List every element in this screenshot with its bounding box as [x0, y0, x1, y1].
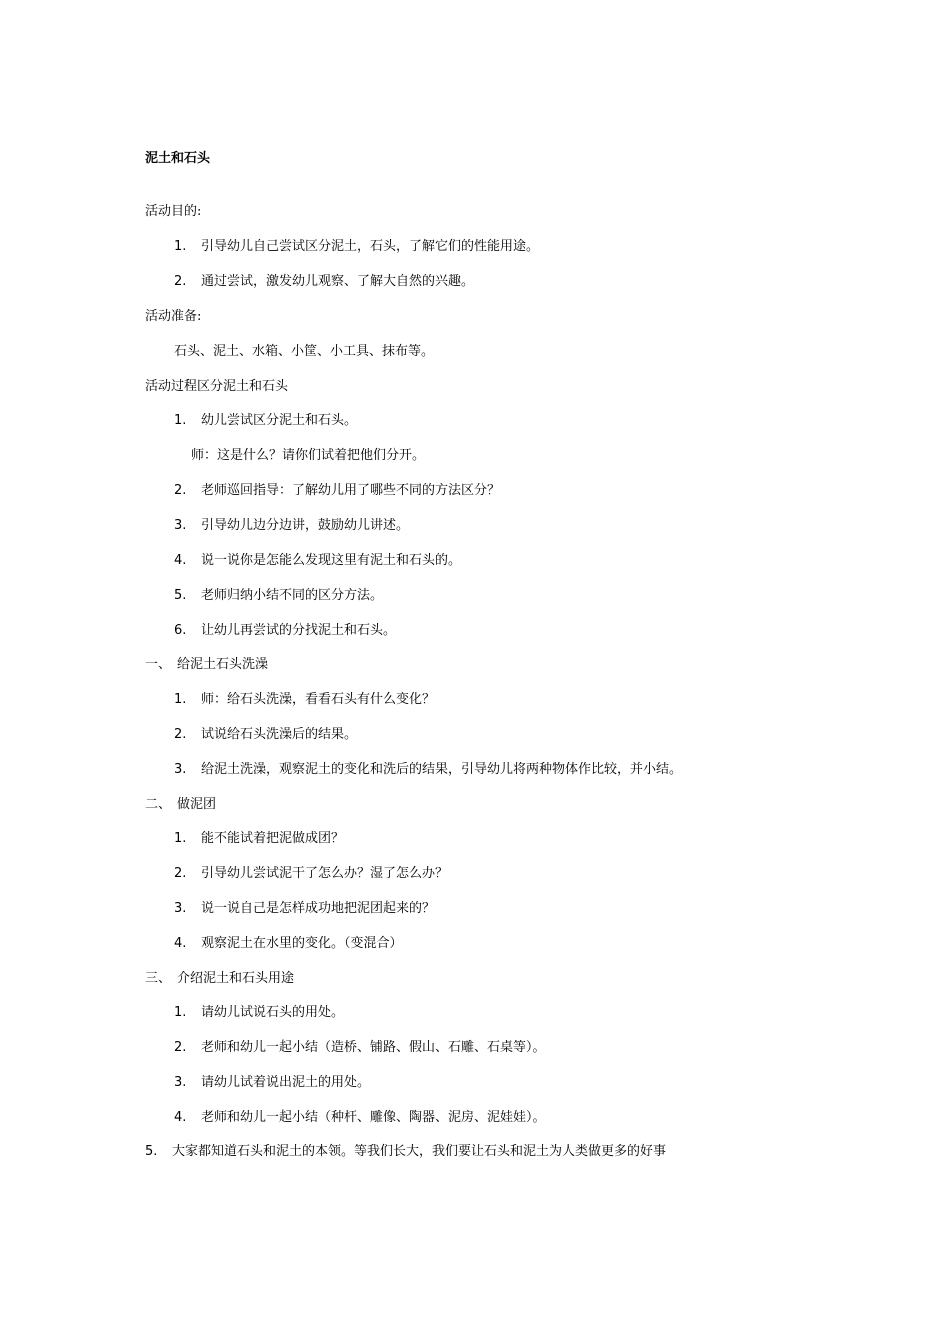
section-item: [174, 761, 682, 779]
list-item-text: 老师和幼儿一起小结（种杆、雕像、陶器、泥房、泥娃娃）。: [201, 1110, 546, 1125]
section-item: [174, 1074, 370, 1092]
section-item: [174, 1039, 546, 1057]
list-number: 5.: [174, 588, 187, 603]
process-item: [174, 587, 383, 605]
list-item-text: 让幼儿再尝试的分找泥土和石头。: [201, 623, 397, 638]
section-item: [174, 900, 435, 918]
list-item-text: 请幼儿试着说出泥土的用处。: [201, 1075, 371, 1090]
section-item: [174, 865, 448, 883]
list-item-text: 老师巡回指导：了解幼儿用了哪些不同的方法区分？: [201, 483, 501, 498]
list-item-text: 引导幼儿边分边讲，鼓励幼儿讲述。: [201, 518, 410, 533]
section-item: [174, 935, 403, 953]
section-heading: [145, 796, 216, 814]
process-item: [174, 482, 500, 500]
prep-text: 石头、泥土、水箱、小筐、小工具、抹布等。: [174, 344, 435, 359]
process-heading: 活动过程区分泥土和石头: [145, 379, 289, 394]
process-item: [174, 517, 409, 535]
document-title: 泥土和石头: [145, 151, 211, 166]
list-item-text: 大家都知道石头和泥土的本领。等我们长大，我们要让石头和泥土为人类做更多的好事: [172, 1144, 667, 1159]
list-item-text: 师：给石头洗澡，看看石头有什么变化？: [201, 692, 436, 707]
list-item-text: 试说给石头洗澡后的结果。: [201, 727, 358, 742]
list-number: 1.: [174, 692, 187, 707]
list-item-text: 幼儿尝试区分泥土和石头。: [201, 413, 358, 428]
list-item-text: 观察泥土在水里的变化。（变混合）: [201, 936, 403, 951]
section-item: [174, 691, 435, 709]
list-item-text: 通过尝试，激发幼儿观察、了解大自然的兴趣。: [201, 274, 475, 289]
section-item: [174, 1004, 344, 1022]
list-number: 2.: [174, 483, 187, 498]
list-number: 1.: [174, 239, 187, 254]
list-item-text: 老师和幼儿一起小结（造桥、铺路、假山、石雕、石桌等）。: [201, 1040, 546, 1055]
list-number: 4.: [174, 1110, 187, 1125]
section-title: 做泥团: [177, 797, 217, 812]
section-item: [174, 1109, 546, 1127]
list-number: 2.: [174, 1040, 187, 1055]
closing-item: [145, 1143, 666, 1161]
section-number: 一、: [145, 657, 172, 672]
list-number: 3.: [174, 762, 187, 777]
section-number: 三、: [145, 971, 172, 986]
process-item: [174, 622, 396, 640]
list-number: 3.: [174, 518, 187, 533]
section-title: 介绍泥土和石头用途: [177, 971, 295, 986]
list-item-text: 引导幼儿自己尝试区分泥土，石头，了解它们的性能用途。: [201, 239, 540, 254]
section-heading: [145, 970, 294, 988]
process-item-sub: 师：这是什么？请你们试着把他们分开。: [191, 448, 426, 463]
list-item-text: 老师归纳小结不同的区分方法。: [201, 588, 384, 603]
goals-item: [174, 238, 539, 256]
list-number: 3.: [174, 901, 187, 916]
list-number: 2.: [174, 727, 187, 742]
process-item: [174, 552, 461, 570]
list-number: 1.: [174, 413, 187, 428]
list-item-text: 请幼儿试说石头的用处。: [201, 1005, 345, 1020]
list-number: 1.: [174, 831, 187, 846]
list-number: 2.: [174, 274, 187, 289]
section-number: 二、: [145, 797, 172, 812]
prep-heading: 活动准备:: [145, 309, 202, 324]
list-number: 4.: [174, 553, 187, 568]
section-title: 给泥土石头洗澡: [177, 657, 269, 672]
list-number: 2.: [174, 866, 187, 881]
list-number: 3.: [174, 1075, 187, 1090]
process-item: [174, 412, 357, 430]
section-item: [174, 830, 344, 848]
section-item: [174, 726, 357, 744]
list-number: 4.: [174, 936, 187, 951]
list-item-text: 给泥土洗澡，观察泥土的变化和洗后的结果，引导幼儿将两种物体作比较，并小结。: [201, 762, 683, 777]
list-item-text: 说一说你是怎能么发现这里有泥土和石头的。: [201, 553, 462, 568]
goals-item: [174, 273, 474, 291]
section-heading: [145, 656, 268, 674]
list-item-text: 能不能试着把泥做成团？: [201, 831, 345, 846]
goals-heading: 活动目的:: [145, 204, 202, 219]
list-number: 6.: [174, 623, 187, 638]
list-number: 1.: [174, 1005, 187, 1020]
list-number: 5.: [145, 1144, 158, 1159]
list-item-text: 引导幼儿尝试泥干了怎么办？湿了怎么办？: [201, 866, 449, 881]
list-item-text: 说一说自己是怎样成功地把泥团起来的？: [201, 901, 436, 916]
